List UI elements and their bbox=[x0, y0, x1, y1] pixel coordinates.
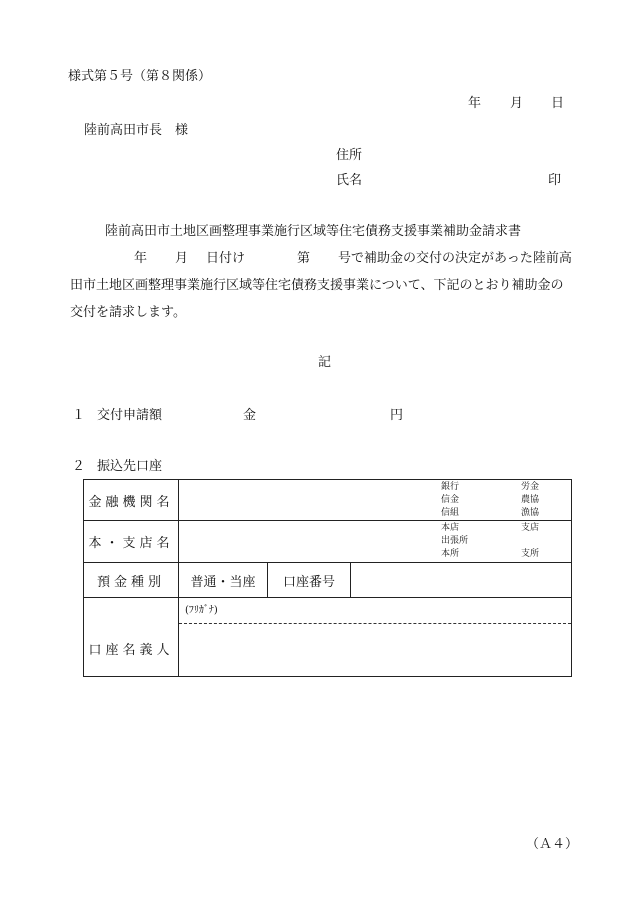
bank-label: 金融機関名 bbox=[84, 480, 179, 521]
item1-label: 交付申請額 bbox=[97, 408, 163, 423]
ki-heading: 記 bbox=[318, 355, 332, 370]
bank-type-options bbox=[179, 481, 571, 520]
branch-type-shucchojo: 出張所 bbox=[441, 536, 469, 546]
branch-type-shiten: 支店 bbox=[521, 523, 540, 533]
bank-type-shinkin: 信金 bbox=[441, 494, 460, 505]
body-dai: 第 bbox=[297, 251, 311, 266]
branch-field[interactable] bbox=[179, 521, 572, 563]
item1-kin: 金 bbox=[243, 408, 257, 423]
name-label: 氏名 bbox=[336, 173, 363, 188]
deposit-kind-value[interactable]: 普通・当座 bbox=[190, 574, 256, 590]
account-number-label: 口座番号 bbox=[267, 563, 350, 597]
item2-number: ２ bbox=[72, 459, 86, 474]
holder-name-field[interactable] bbox=[179, 624, 571, 676]
paper-size: （Ａ４） bbox=[526, 837, 579, 852]
item1-number: １ bbox=[72, 408, 86, 423]
body-line2: 田市土地区画整理事業施行区域等住宅債務支援事業について、下記のとおり補助金の bbox=[70, 278, 564, 293]
body-date: 日付け bbox=[206, 251, 246, 266]
account-table bbox=[83, 479, 572, 677]
bank-type-gyokyo: 漁協 bbox=[521, 507, 540, 518]
bank-type-shinkumi: 信組 bbox=[441, 507, 460, 518]
bank-type-nokyo: 農協 bbox=[521, 494, 540, 505]
address-label: 住所 bbox=[336, 148, 363, 163]
date-day: 日 bbox=[551, 96, 565, 111]
item1-yen: 円 bbox=[390, 408, 404, 423]
branch-type-shisho: 支所 bbox=[521, 549, 540, 559]
body-year: 年 bbox=[134, 251, 148, 266]
holder-label: 口座名義人 bbox=[84, 598, 179, 677]
furigana-label: (ﾌﾘｶﾞﾅ) bbox=[179, 598, 571, 624]
body-month: 月 bbox=[175, 251, 189, 266]
date-month: 月 bbox=[510, 96, 524, 111]
deposit-kind-field bbox=[179, 563, 572, 598]
branch-type-honten: 本店 bbox=[441, 523, 460, 533]
form-number: 様式第５号（第８関係） bbox=[68, 69, 212, 84]
bank-field[interactable] bbox=[179, 480, 572, 521]
branch-label: 本・支店名 bbox=[84, 521, 179, 563]
branch-row bbox=[84, 521, 572, 563]
item2-label: 振込先口座 bbox=[97, 459, 163, 474]
bank-type-ginko: 銀行 bbox=[441, 481, 460, 492]
document-title: 陸前高田市土地区画整理事業施行区域等住宅債務支援事業補助金請求書 bbox=[105, 224, 522, 239]
deposit-kind-label: 預金種別 bbox=[84, 563, 179, 598]
seal-mark: 印 bbox=[548, 173, 562, 188]
body-line3: 交付を請求します。 bbox=[70, 305, 186, 320]
deposit-kind-row bbox=[84, 563, 572, 598]
account-number-field[interactable] bbox=[350, 563, 571, 597]
holder-field[interactable] bbox=[179, 598, 572, 677]
holder-row bbox=[84, 598, 572, 677]
branch-type-honsho: 本所 bbox=[441, 549, 460, 559]
addressee: 陸前高田市長 様 bbox=[84, 123, 189, 138]
date-year: 年 bbox=[468, 96, 482, 111]
branch-type-options bbox=[179, 522, 571, 561]
bank-type-rokin: 労金 bbox=[521, 481, 540, 492]
body-line1: 号で補助金の交付の決定があった陸前高 bbox=[338, 251, 572, 266]
bank-row bbox=[84, 480, 572, 521]
